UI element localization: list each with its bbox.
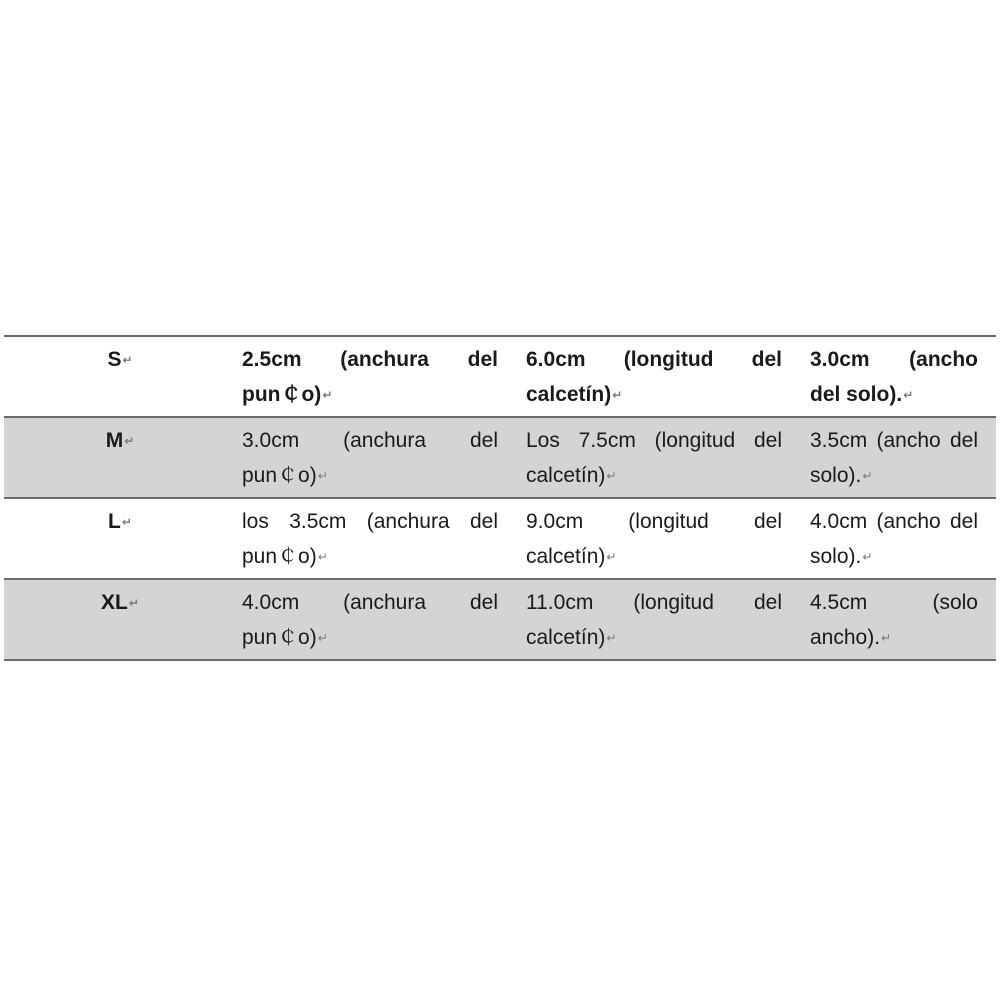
size-row-xl — [4, 579, 996, 660]
size-label — [4, 579, 236, 660]
cell-text: 3.0cm (anchura del pun￠o) — [242, 428, 498, 487]
paragraph-mark: ↵ — [606, 630, 617, 645]
sock-length-cell — [520, 336, 804, 417]
cuff-width-cell — [236, 498, 520, 579]
size-row-s — [4, 336, 996, 417]
cell-text: XL — [101, 590, 128, 614]
size-label — [4, 417, 236, 498]
paragraph-mark: ↵ — [124, 433, 135, 448]
size-row-m — [4, 417, 996, 498]
cell-text: 4.5cm (solo ancho). — [810, 590, 978, 649]
cell-text: 11.0cm (longitud del calcetín) — [526, 590, 782, 649]
cell-text: los 3.5cm (anchura del pun￠o) — [242, 509, 498, 568]
cuff-width-cell — [236, 579, 520, 660]
size-label — [4, 498, 236, 579]
sock-length-cell — [520, 417, 804, 498]
paragraph-mark: ↵ — [606, 549, 617, 564]
cell-text: 3.0cm (ancho del solo). — [810, 348, 978, 406]
cell-text: 6.0cm (longitud del calcetín) — [526, 348, 782, 406]
cell-text: 4.0cm (ancho del solo). — [810, 509, 978, 568]
paragraph-mark: ↵ — [322, 387, 333, 402]
paragraph-mark: ↵ — [317, 630, 328, 645]
paragraph-mark: ↵ — [903, 387, 914, 402]
paragraph-mark: ↵ — [606, 468, 617, 483]
sole-width-cell — [804, 579, 996, 660]
sole-width-cell — [804, 417, 996, 498]
paragraph-mark: ↵ — [612, 387, 623, 402]
paragraph-mark: ↵ — [317, 468, 328, 483]
paragraph-mark: ↵ — [122, 352, 133, 367]
cell-text: 3.5cm (ancho del solo). — [810, 428, 978, 487]
cell-text: 9.0cm (longitud del calcetín) — [526, 509, 782, 568]
size-table — [4, 335, 996, 661]
cuff-width-cell — [236, 336, 520, 417]
size-row-l — [4, 498, 996, 579]
cell-text: M — [105, 428, 124, 452]
paragraph-mark: ↵ — [862, 549, 873, 564]
paragraph-mark: ↵ — [128, 595, 139, 610]
sole-width-cell — [804, 336, 996, 417]
paragraph-mark: ↵ — [862, 468, 873, 483]
cell-text: Los 7.5cm (longitud del calcetín) — [526, 428, 782, 487]
cell-text: 4.0cm (anchura del pun￠o) — [242, 590, 498, 649]
sock-length-cell — [520, 498, 804, 579]
cuff-width-cell — [236, 417, 520, 498]
sock-length-cell — [520, 579, 804, 660]
paragraph-mark: ↵ — [881, 630, 892, 645]
size-label — [4, 336, 236, 417]
sole-width-cell — [804, 498, 996, 579]
cell-text: L — [108, 509, 121, 533]
cell-text: 2.5cm (anchura del pun￠o) — [242, 348, 498, 406]
paragraph-mark: ↵ — [317, 549, 328, 564]
cell-text: S — [107, 348, 122, 371]
paragraph-mark: ↵ — [121, 514, 132, 529]
